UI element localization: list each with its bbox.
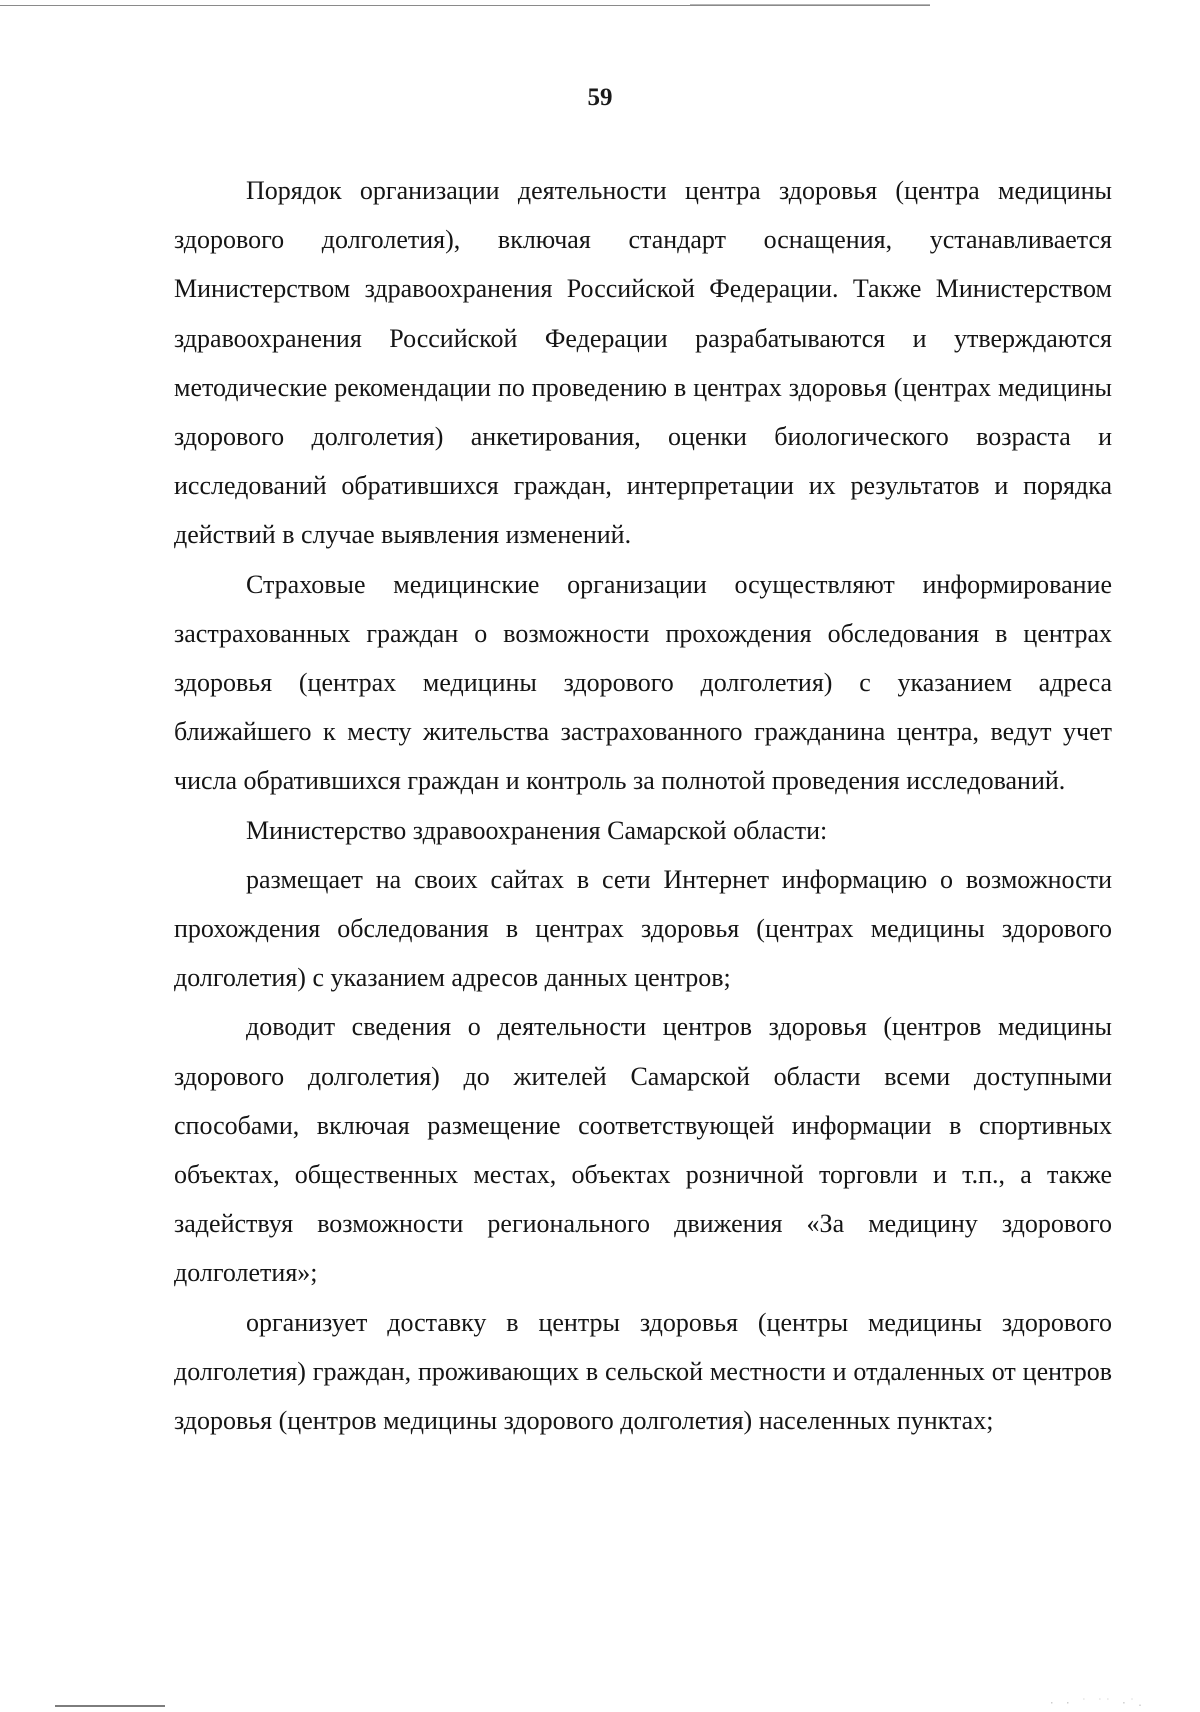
page-number: 59: [587, 84, 613, 111]
list-item-publishes-info: размещает на своих сайтах в сети Интернет информацию о возможности прохождения обследования в центрах здоровья (центрах медицины здорового долголетия) с указанием адресов данных центров;: [174, 864, 1112, 993]
scan-edge-top-fragment: [690, 4, 930, 5]
paragraph-insurance-organizations: Страховые медицинские организации осуществляют информирование застрахованных граждан о возможности прохождения обследования в центрах здоровья (центрах медицины здорового долголетия) с указанием адреса ближайшего к месту жительства застрахованного гражданина центра, ведут учет числа обратившихся граждан и контроль за полнотой проведения исследований.: [174, 569, 1112, 796]
list-item-organizes-delivery: организует доставку в центры здоровья (центры медицины здорового долголетия) граждан, проживающих в сельской местности и отдаленных от центров здоровья (центров медицины здорового долголетия) населенных пунктах;: [174, 1307, 1112, 1436]
list-item-informs-residents: доводит сведения о деятельности центров здоровья (центров медицины здорового долголетия) до жителей Самарской области всеми доступными способами, включая размещение соответствующей информации в спортивных объектах, общественных местах, объектах розничной торговли и т.п., а также задействуя возможности регионального движения «За медицину здорового долголетия»;: [174, 1012, 1112, 1288]
scan-edge-top: [0, 5, 930, 6]
scan-noise: · · ˙ ˙˙ ·˙.: [1048, 1698, 1145, 1709]
scan-edge-bottom: [55, 1705, 165, 1707]
paragraph-health-center-procedure: Порядок организации деятельности центра здоровья (центра медицины здорового долголетия), включая стандарт оснащения, устанавливается Министерством здравоохранения Российской Федерации. Также Министерством здравоохранения Российской Федерации разрабатываются и утверждаются методические рекомендации по проведению в центрах здоровья (центрах медицины здорового долголетия) анкетирования, оценки биологического возраста и исследований обратившихся граждан, интерпретации их результатов и порядка действий в случае выявления изменений.: [174, 176, 1112, 550]
paragraph-ministry-intro: Министерство здравоохранения Самарской области:: [246, 815, 828, 845]
document-body: [174, 166, 1112, 1445]
